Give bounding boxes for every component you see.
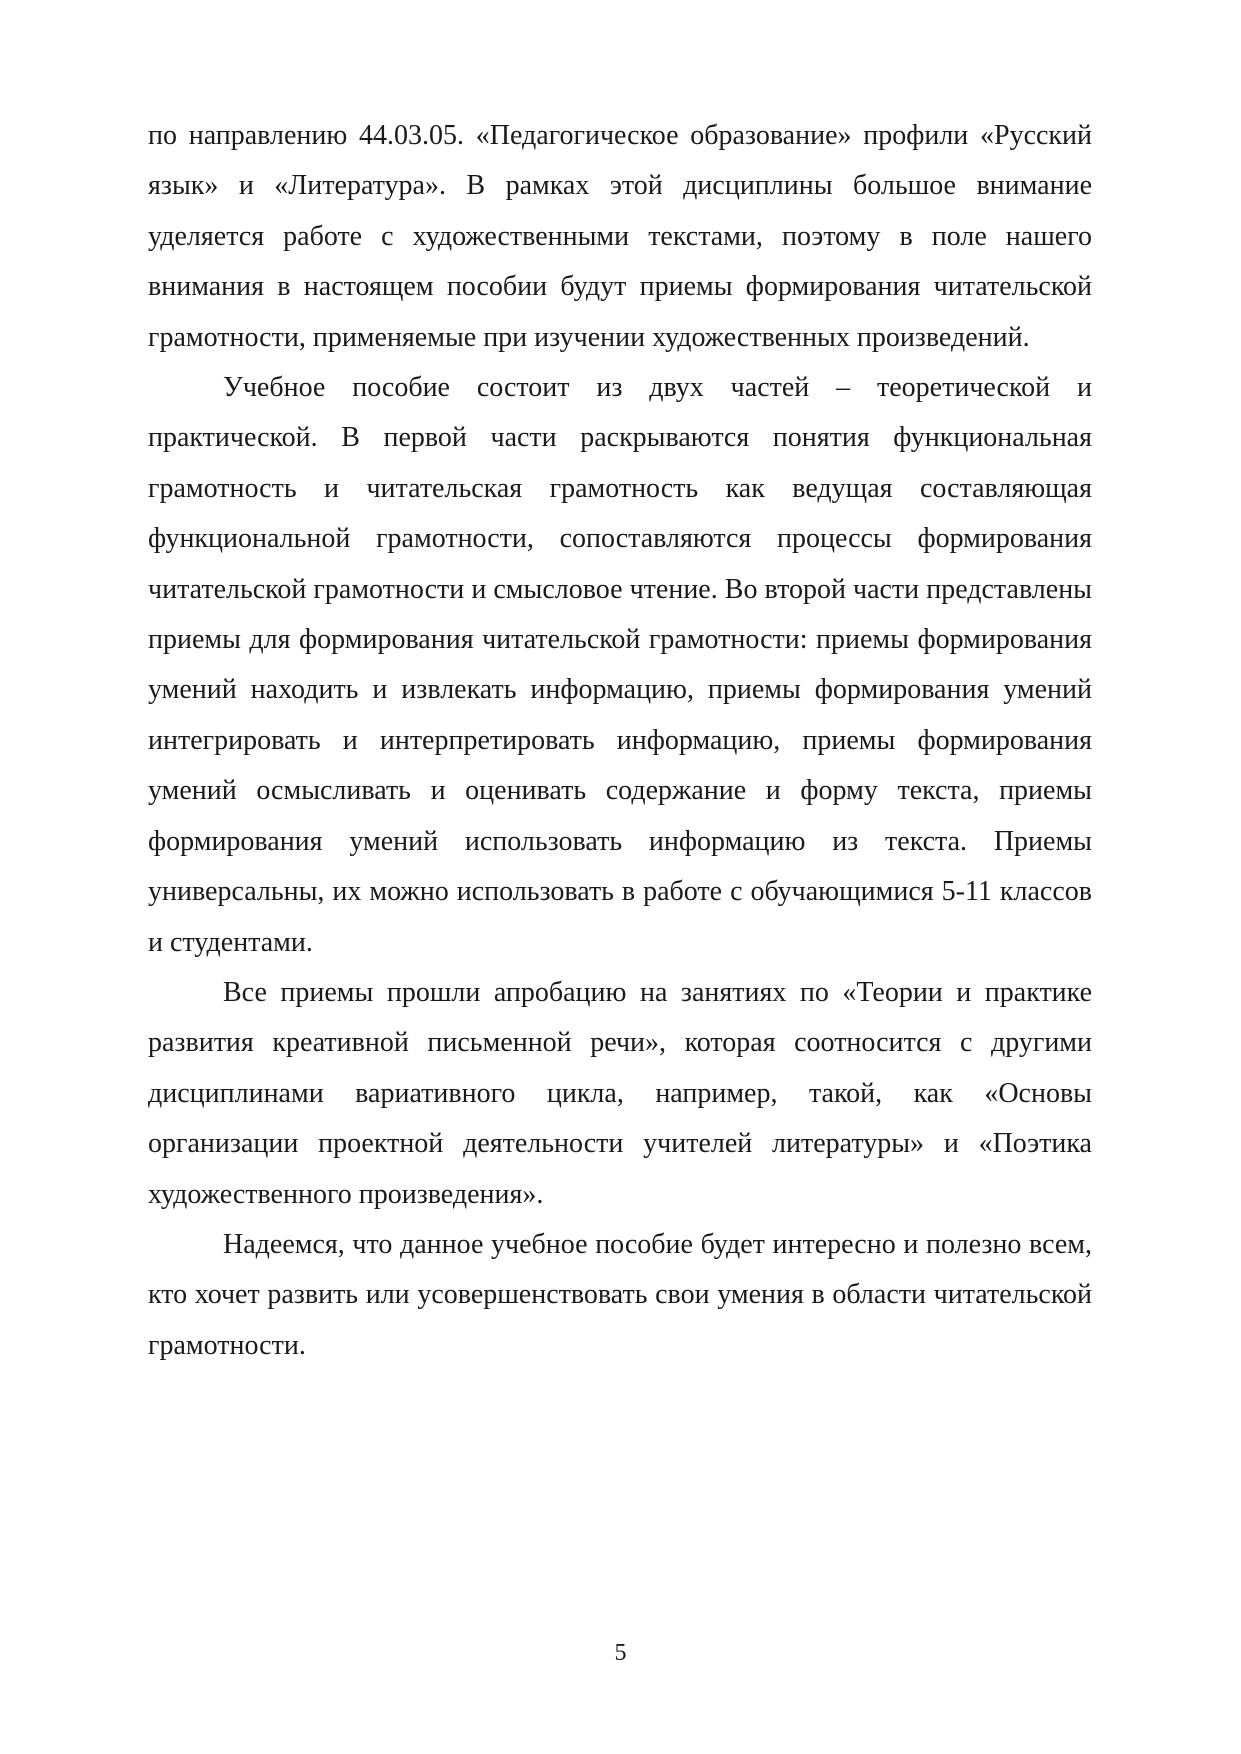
paragraph-continuation: по направлению 44.03.05. «Педагогическое образование» профили «Русский язык» и «Литература». В рамках этой дисциплины большое внимание уделяется работе с художественными текстами, поэтому в поле нашего внимания в настоящем пособии будут приемы формирования читательской грамотности, применяемые при изучении художественных произведений. (148, 120, 1092, 353)
page-number: 5 (614, 1640, 627, 1666)
paragraph-closing: Надеемся, что данное учебное пособие будет интересно и полезно всем, кто хочет развить или усовершенствовать свои умения в области читательской грамотности. (148, 1228, 1092, 1361)
paragraph-structure: Учебное пособие состоит из двух частей – теоретической и практической. В первой части раскрываются понятия функциональная грамотность и читательская грамотность как ведущая составляющая функциональной грамотности, сопоставляются процессы формирования читательской грамотности и смысловое чтение. Во второй части представлены приемы для формирования читательской грамотности: приемы формирования умений находить и извлекать информацию, приемы формирования умений интегрировать и интерпретировать информацию, приемы формирования умений осмысливать и оценивать содержание и форму текста, приемы формирования умений использовать информацию из текста. Приемы универсальны, их можно использовать в работе с обучающимися 5-11 классов и студентами. (148, 372, 1092, 958)
paragraph-approbation: Все приемы прошли апробацию на занятиях по «Теории и практике развития креативной письменной речи», которая соотносится с другими дисциплинами вариативного цикла, например, такой, как «Основы организации проектной деятельности учителей литературы» и «Поэтика художественного произведения». (148, 976, 1092, 1210)
document-body (148, 111, 1092, 1371)
